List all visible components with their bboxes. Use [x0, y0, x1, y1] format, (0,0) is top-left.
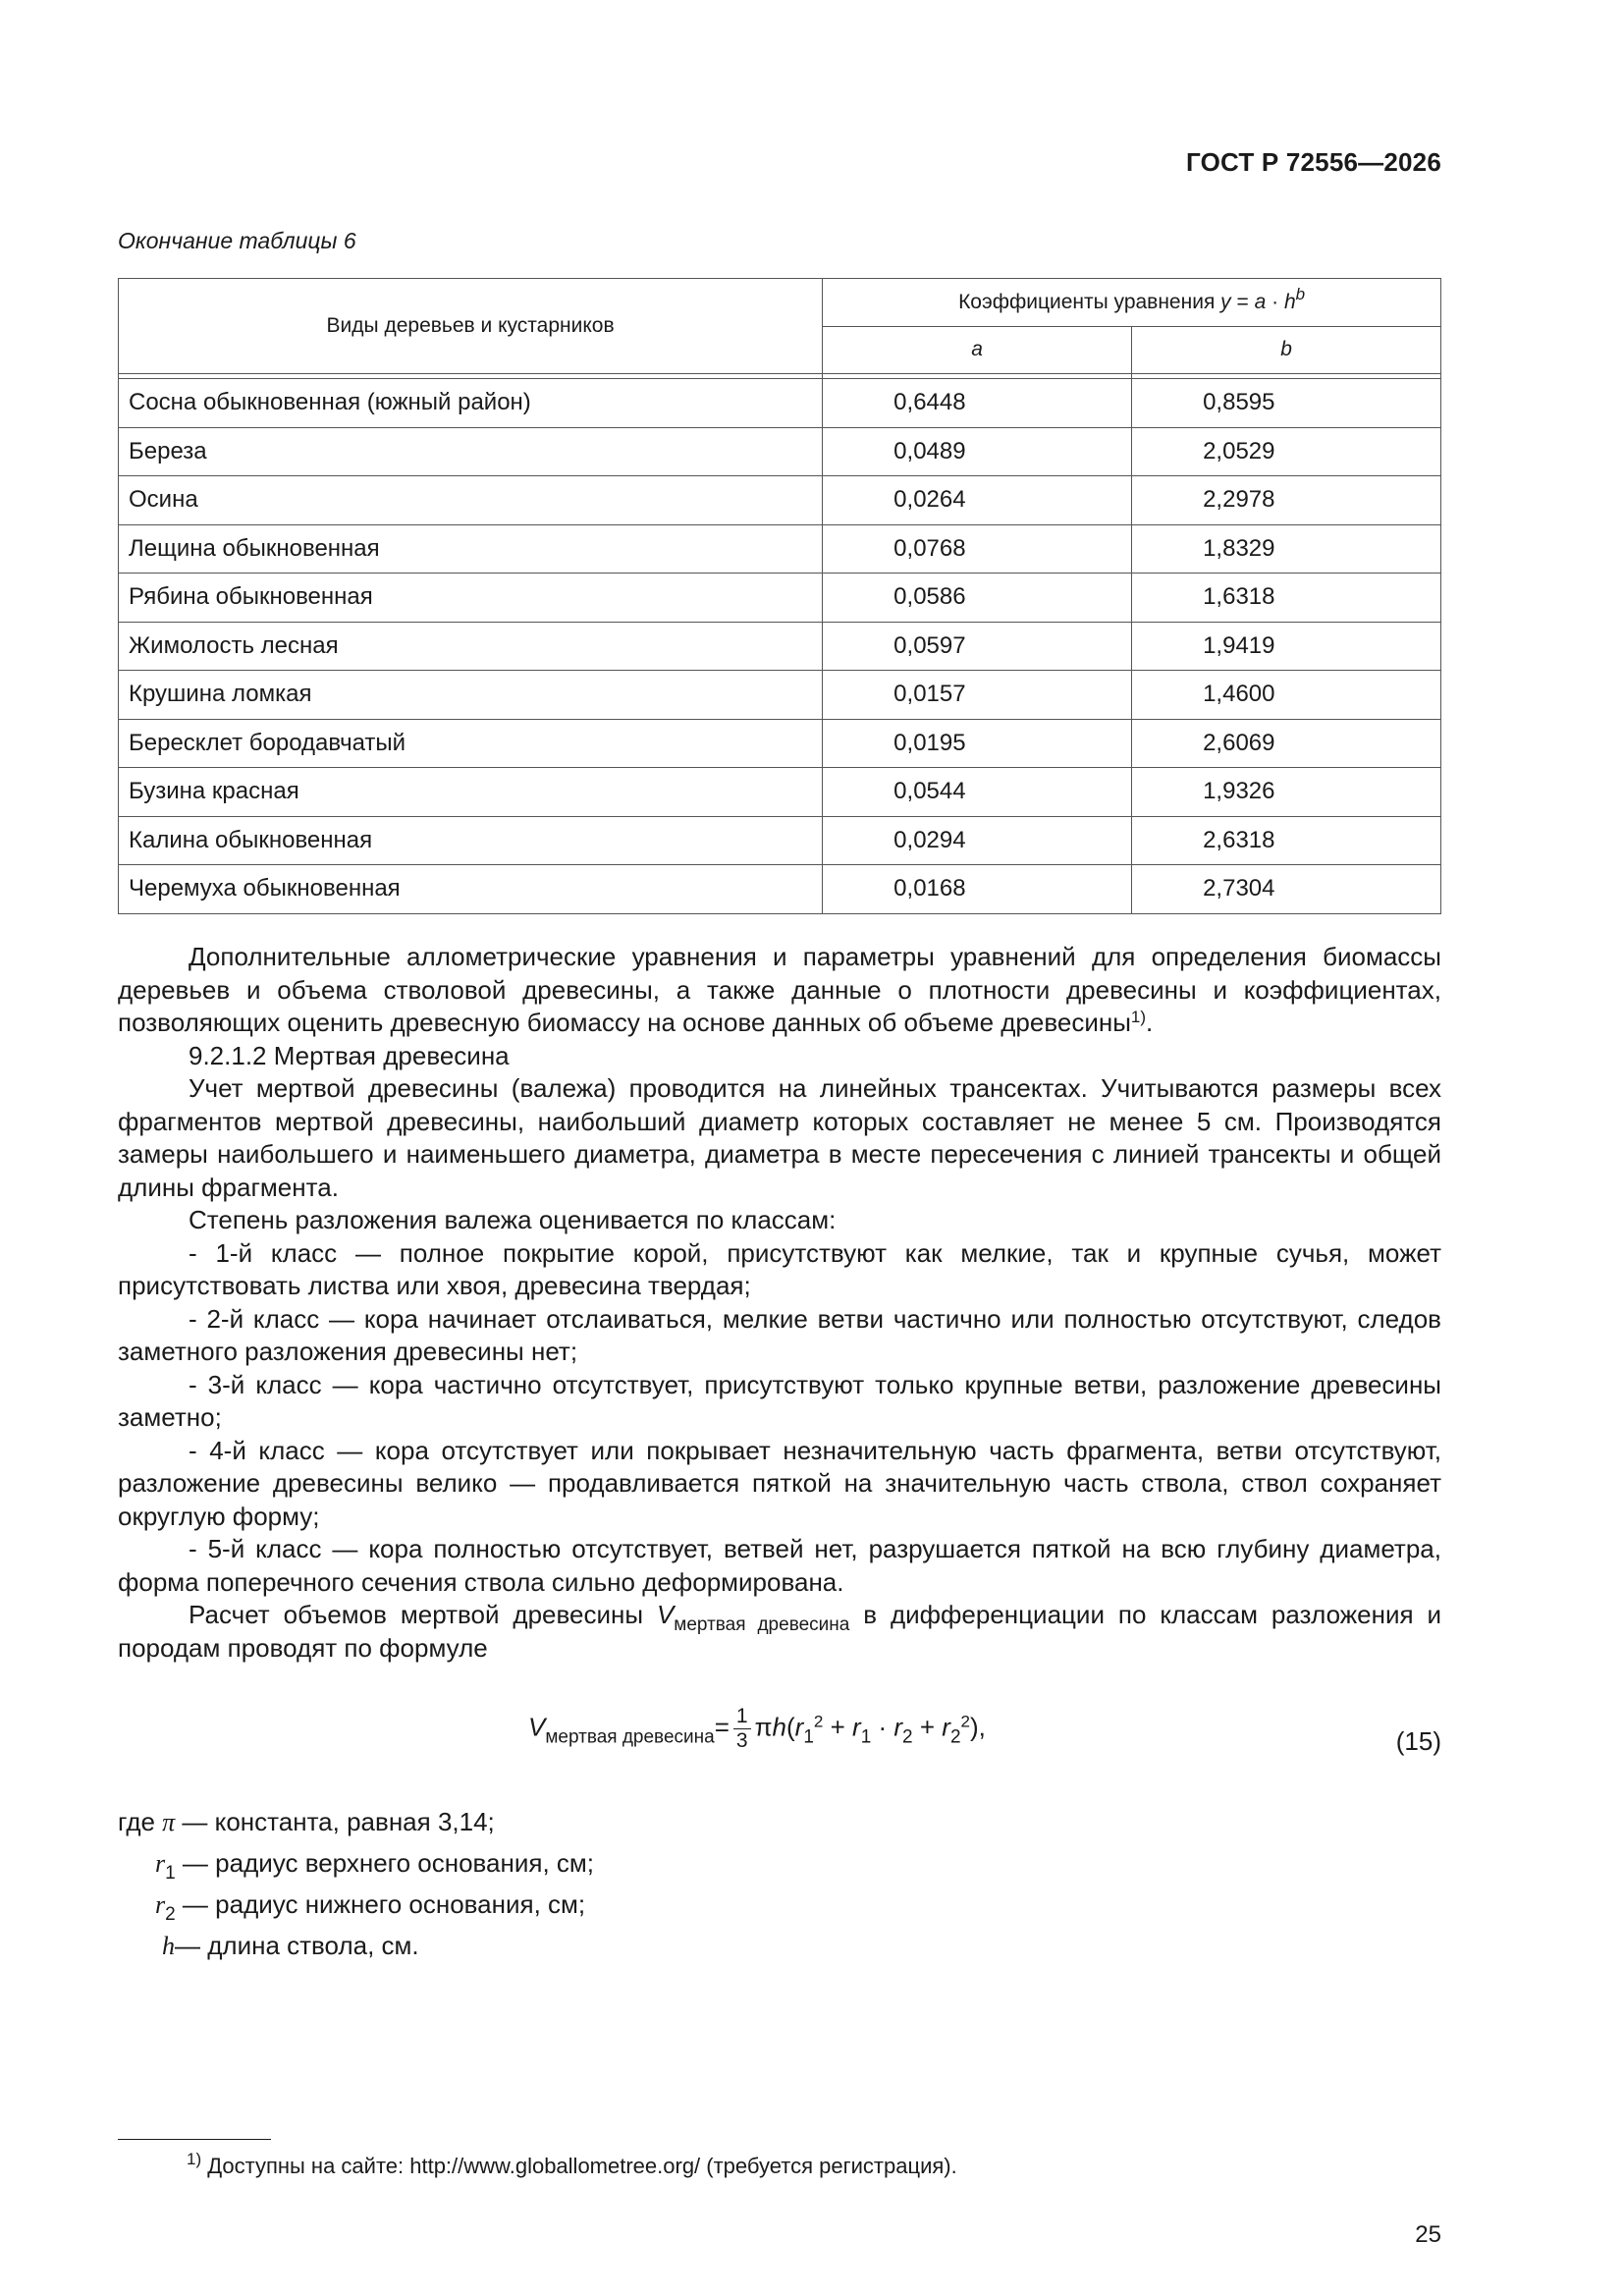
formula-number: (15): [1395, 1726, 1441, 1756]
decay-class-5: - 5-й класс — кора полностью отсутствует, ветвей нет, разрушается пяткой на всю глубину диаметра, форма поперечного сечения ствола сильно деформирована.: [118, 1534, 1441, 1597]
coef-a-cell: 0,0157: [823, 671, 1132, 720]
coef-a-cell: 0,0195: [823, 719, 1132, 768]
species-cell: Сосна обыкновенная (южный район): [119, 379, 823, 428]
column-header-coefficients: Коэффициенты уравнения $y = a \cdot h^b$: [823, 279, 1441, 327]
species-cell: Жимолость лесная: [119, 622, 823, 671]
footnote-divider: [118, 2139, 271, 2140]
legend-pi: где π — константа, равная 3,14;: [118, 1807, 495, 1836]
coef-b-cell: 2,2978: [1132, 476, 1441, 525]
paragraph-formula-intro: Расчет объемов мертвой древесины $V_{мертвая древесина}$ в дифференциации по классам разложения и породам проводят по формуле: [118, 1600, 1441, 1663]
table-row: [119, 816, 1441, 865]
body-text: [118, 941, 1441, 1665]
decay-class-4: - 4-й класс — кора отсутствует или покрывает незначительную часть фрагмента, ветви отсутствуют, разложение древесины велико — продавливается пяткой на значительную часть ствола, ствол сохраняет округлую форму;: [118, 1435, 1441, 1531]
species-cell: Крушина ломкая: [119, 671, 823, 720]
coef-b-cell: 1,9326: [1132, 768, 1441, 817]
document-id: ГОСТ Р 72556—2026: [1186, 147, 1441, 177]
coef-a-cell: 0,6448: [823, 379, 1132, 428]
coef-b-cell: 2,6069: [1132, 719, 1441, 768]
coefficients-table: [118, 278, 1441, 914]
formula-expression: $V_{мертвая древесина}=$ $\frac{1}{3}$ $\pi h(r_1^2 + r_1 \cdot r_2 + r_2^2)$,: [528, 1705, 986, 1752]
coef-b-cell: 1,8329: [1132, 524, 1441, 574]
coef-b-cell: 0,8595: [1132, 379, 1441, 428]
column-header-a: a: [823, 326, 1132, 374]
species-cell: Бузина красная: [119, 768, 823, 817]
formula-fraction: $\frac{1}{3}$: [733, 1705, 751, 1753]
page-number: 25: [1415, 2221, 1441, 2248]
table-body: [119, 379, 1441, 914]
coef-a-cell: 0,0586: [823, 574, 1132, 623]
species-cell: Лещина обыкновенная: [119, 524, 823, 574]
species-cell: Осина: [119, 476, 823, 525]
coef-a-cell: 0,0168: [823, 865, 1132, 914]
table-row: [119, 865, 1441, 914]
coef-a-cell: 0,0264: [823, 476, 1132, 525]
species-cell: Бересклет бородавчатый: [119, 719, 823, 768]
section-heading: 9.2.1.2 Мертвая древесина: [189, 1040, 510, 1070]
coef-b-cell: 2,0529: [1132, 427, 1441, 476]
coef-b-cell: 2,7304: [1132, 865, 1441, 914]
coef-b-cell: 1,6318: [1132, 574, 1441, 623]
coef-a-cell: 0,0294: [823, 816, 1132, 865]
decay-class-1: - 1-й класс — полное покрытие корой, присутствуют как мелкие, так и крупные сучья, может присутствовать листва или хвоя, древесина твердая;: [118, 1237, 1441, 1300]
table-row: [119, 671, 1441, 720]
table-header-row: [119, 279, 1441, 327]
paragraph-dead-wood: Учет мертвой древесины (валежа) проводится на линейных трансектах. Учитываются размеры всех фрагментов мертвой древесины, наибольший диаметр которых составляет не менее 5 см. Производятся замеры наибольшего и наименьшего диаметра, диаметра в месте пересечения с линией трансекты и общей длины фрагмента.: [118, 1073, 1441, 1202]
species-cell: Калина обыкновенная: [119, 816, 823, 865]
coef-b-cell: 1,9419: [1132, 622, 1441, 671]
table-row: [119, 379, 1441, 428]
table-caption: Окончание таблицы 6: [118, 228, 356, 253]
table-row: [119, 524, 1441, 574]
footnote-ref: 1): [1130, 1008, 1147, 1026]
species-cell: Рябина обыкновенная: [119, 574, 823, 623]
species-cell: Береза: [119, 427, 823, 476]
paragraph-decay-classes: Степень разложения валежа оценивается по классам:: [189, 1205, 837, 1234]
coef-b-cell: 2,6318: [1132, 816, 1441, 865]
table-row: [119, 574, 1441, 623]
coef-a-cell: 0,0597: [823, 622, 1132, 671]
legend-r1: $r_1$ — радиус верхнего основания, см;: [155, 1848, 595, 1884]
decay-class-3: - 3-й класс — кора частично отсутствует, присутствуют только крупные ветви, разложение древесины заметно;: [118, 1369, 1441, 1432]
decay-class-2: - 2-й класс — кора начинает отслаиваться, мелкие ветви частично или полностью отсутствуют, следов заметного разложения древесины нет;: [118, 1303, 1441, 1366]
legend-r2: $r_2$ — радиус нижнего основания, см;: [155, 1889, 586, 1925]
paragraph-allometric: Дополнительные аллометрические уравнения и параметры уравнений для определения биомассы деревьев и объема стволовой древесины, а также данные о плотности древесины и коэффициентах, позволяющих оценить древесную биомассу на основе данных об объеме древесины$^{1)}$.: [118, 942, 1441, 1037]
coef-a-cell: 0,0768: [823, 524, 1132, 574]
coef-a-cell: 0,0489: [823, 427, 1132, 476]
species-cell: Черемуха обыкновенная: [119, 865, 823, 914]
table-row: [119, 427, 1441, 476]
coef-a-cell: 0,0544: [823, 768, 1132, 817]
formula-15: [118, 1697, 1441, 1776]
legend-h: h— длина ствола, см.: [162, 1931, 419, 1960]
column-header-species: Виды деревьев и кустарников: [119, 279, 823, 374]
table-row: [119, 622, 1441, 671]
table-row: [119, 768, 1441, 817]
coef-b-cell: 1,4600: [1132, 671, 1441, 720]
table-row: [119, 719, 1441, 768]
table-row: [119, 476, 1441, 525]
column-header-b: b: [1132, 326, 1441, 374]
footnote: $^{1)}$ Доступны на сайте: http://www.globallometree.org/ (требуется регистрация).: [187, 2150, 957, 2178]
